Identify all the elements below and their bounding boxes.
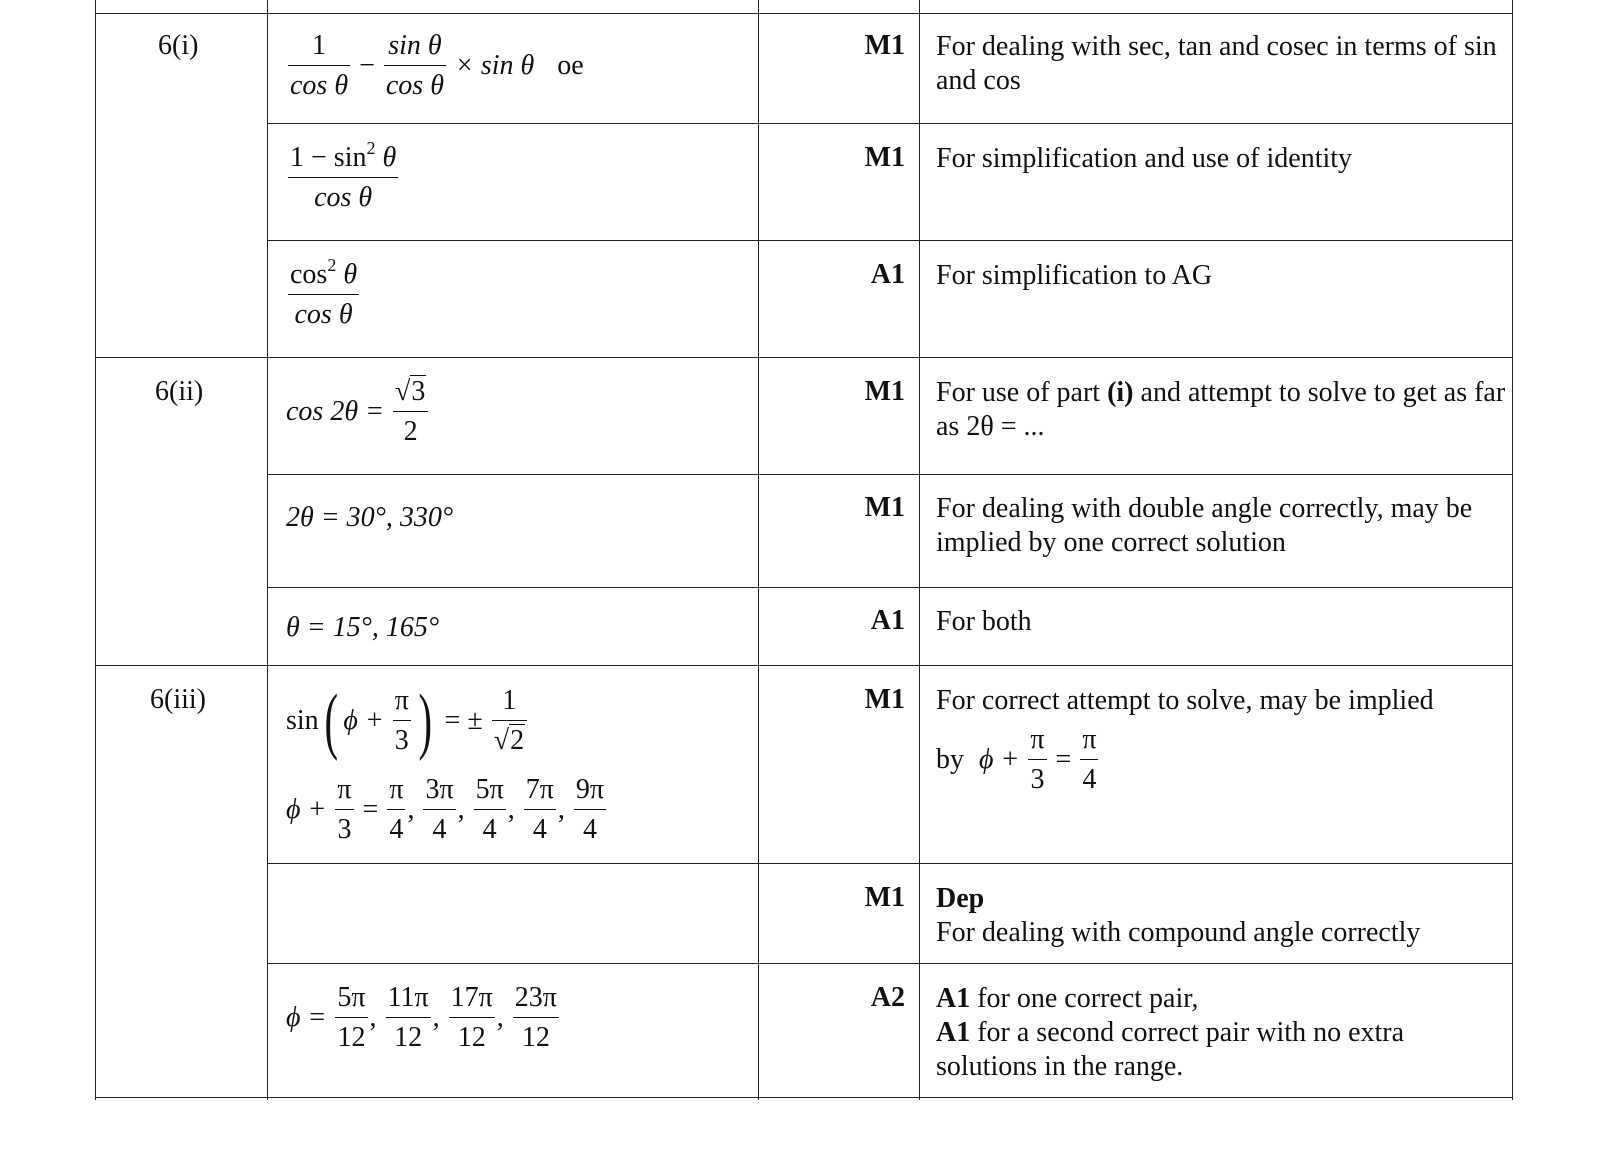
row-divider	[267, 963, 1513, 964]
row-divider	[267, 863, 1513, 864]
answer-expression: $\frac{1}{\text{cos θ}}$ − $\frac{\text{sin θ}}{\text{cos θ}}$ × sin θ oe	[290, 30, 584, 101]
row-divider	[267, 123, 1513, 124]
question-label: 6(iii)	[150, 684, 206, 715]
answer-expression: θ = 15°, 165°	[286, 612, 440, 643]
question-label: 6(i)	[158, 30, 199, 61]
guidance-text: Dep For dealing with compound angle correctly	[936, 883, 1421, 948]
guidance-text: For correct attempt to solve, may be implied by ϕ + $\frac{\pi}{3}$ = $\frac{\pi}{4}$	[936, 685, 1434, 795]
row-divider	[95, 665, 1513, 666]
mark-code: M1	[864, 376, 905, 407]
row-divider	[95, 13, 1513, 14]
guidance-text: For dealing with double angle correctly, may be implied by one correct solution	[936, 493, 1473, 558]
answer-expression: ϕ = $\frac{5\pi}{12}$ , $\frac{11\pi}{12}$ , $\frac{17\pi}{12}$ , $\frac{23\pi}{12}$	[286, 982, 557, 1053]
guidance-text: A1 for one correct pair, A1 for a second correct pair with no extra solutions in the range.	[936, 983, 1405, 1082]
guidance-text: For use of part (i) and attempt to solve to get as far as 2θ = ...	[936, 377, 1506, 442]
mark-code: M1	[864, 882, 905, 913]
mark-code: A1	[870, 605, 905, 636]
answer-expression: ϕ + $\frac{\pi}{3}$ = $\frac{\pi}{4}$ , $\frac{3\pi}{4}$ , $\frac{5\pi}{4}$ , $\frac{7\pi}{4}$ , $\frac{9\pi}{4}$	[286, 774, 605, 845]
column-divider-marks	[919, 0, 920, 1100]
answer-expression: cos 2θ = $\frac{√3}{2}$	[286, 376, 430, 448]
mark-code: M1	[864, 30, 905, 61]
mark-code: A2	[870, 982, 905, 1013]
answer-expression: $\frac{1 - \sin^2 \theta}{\text{cos θ}}$	[290, 138, 397, 213]
question-label: 6(ii)	[155, 376, 204, 407]
row-divider	[267, 474, 1513, 475]
answer-expression: 2θ = 30°, 330°	[286, 502, 454, 533]
mark-code: M1	[864, 142, 905, 173]
guidance-text: For simplification and use of identity	[936, 143, 1353, 174]
answer-expression: sin( ϕ + $\frac{\pi}{3}$ ) = ± $\frac{1}{√2}$	[286, 684, 529, 758]
table-border-right	[1512, 0, 1513, 1100]
guidance-text: For simplification to AG	[936, 260, 1213, 291]
table-border-bottom	[95, 1097, 1513, 1098]
answer-expression: $\frac{\cos^2 \theta}{\text{cos θ}}$	[290, 255, 358, 330]
mark-code: A1	[870, 259, 905, 290]
row-divider	[267, 587, 1513, 588]
guidance-text: For dealing with sec, tan and cosec in terms of sin and cos	[936, 31, 1497, 96]
guidance-text: For both	[936, 606, 1032, 637]
mark-code: M1	[864, 492, 905, 523]
table-border-left	[95, 0, 96, 1100]
column-divider-question	[267, 0, 268, 1100]
row-divider	[267, 240, 1513, 241]
row-divider	[95, 357, 1513, 358]
mark-code: M1	[864, 684, 905, 715]
column-divider-answer	[758, 0, 759, 1100]
